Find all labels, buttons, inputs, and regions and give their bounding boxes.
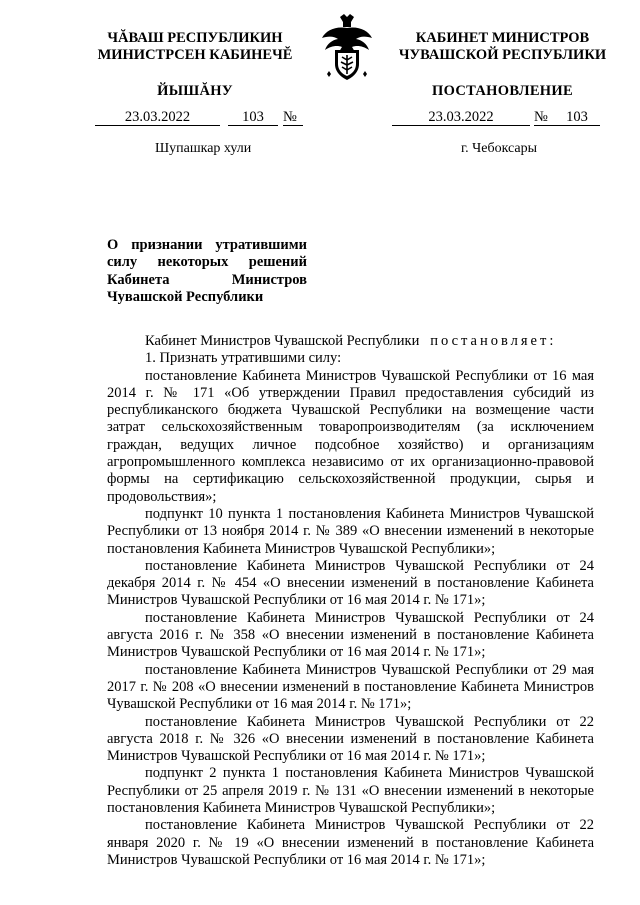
preamble-verb: постановляет: [430,333,557,349]
dateline-right [392,109,602,127]
place-right: г. Чебоксары [461,141,538,156]
paragraph: подпункт 10 пункта 1 постановления Кабинета Министров Чувашской Республики от 13 ноября 2014 г. № 389 «О внесении изменений в некоторые постановления Кабинета Министров Чувашской Республики»; [107,505,594,557]
header-left-doctype: ЙЫШĂНУ [157,83,233,99]
document-subject: О признании утратившими силу некоторых решений Кабинета Министров Чувашской Республики [107,237,307,305]
preamble [107,333,594,350]
coat-of-arms-emblem [318,14,376,82]
paragraph: подпункт 2 пункта 1 постановления Кабинета Министров Чувашской Республики от 25 апреля 2019 г. № 131 «О внесении изменений в некоторые постановления Кабинета Министров Чувашской Республики»; [107,765,594,817]
paragraph: постановление Кабинета Министров Чувашской Республики от 16 мая 2014 г. № 171 «Об утверждении Правил предоставления субсидий из республиканского бюджета Чувашской Республики на возмещение части затрат сельскохозяйственным товаропроизводителям (за исключением граждан, ведущих личное подсобное хозяйство) и организациям агропромышленного комплекса независимо от их организационно-правовой формы на сертификацию сельскохозяйственной продукции, сырья и продовольствия»; [107,367,594,505]
header-right [395,30,610,100]
header-right-line1: КАБИНЕТ МИНИСТРОВ [415,30,590,46]
document-body [107,333,594,869]
paragraph: постановление Кабинета Министров Чувашской Республики от 22 августа 2018 г. № 326 «О внесении изменений в постановление Кабинета Министров Чувашской Республики от 16 мая 2014 г. № 171»; [107,713,594,765]
header-right-line2: ЧУВАШСКОЙ РЕСПУБЛИКИ [398,47,607,63]
paragraph: 1. Признать утратившими силу: [145,350,342,367]
no-sign-right: № [534,109,554,126]
place-left: Шупашкар хули [155,141,252,156]
paragraph: постановление Кабинета Министров Чувашской Республики от 24 августа 2016 г. № 358 «О внесении изменений в постановление Кабинета Министров Чувашской Республики от 16 мая 2014 г. № 171»; [107,609,594,661]
header-left [80,30,310,100]
header-left-line2: МИНИСТРСЕН КАБИНЕЧĔ [97,47,293,63]
date-left: 23.03.2022 [95,109,220,126]
number-right: 103 [554,109,600,126]
no-sign-left: № [283,109,303,126]
header-right-doctype: ПОСТАНОВЛЕНИЕ [432,83,573,99]
paragraph: постановление Кабинета Министров Чувашской Республики от 24 декабря 2014 г. № 454 «О внесении изменений в постановление Кабинета Министров Чувашской Республики от 16 мая 2014 г. № 171»; [107,557,594,609]
paragraph: постановление Кабинета Министров Чувашской Республики от 22 января 2020 г. № 19 «О внесении изменений в постановление Кабинета Министров Чувашской Республики от 16 мая 2014 г. № 171»; [107,817,594,868]
paragraph: постановление Кабинета Министров Чувашской Республики от 29 мая 2017 г. № 208 «О внесении изменений в постановление Кабинета Министров Чувашской Республики от 16 мая 2014 г. № 171»; [107,661,594,713]
date-right: 23.03.2022 [392,109,530,126]
preamble-start: Кабинет Министров Чувашской Республики [145,333,420,349]
number-left: 103 [228,109,278,126]
dateline-left [95,109,310,127]
header-left-line1: ЧĂВАШ РЕСПУБЛИКИН [107,30,283,46]
